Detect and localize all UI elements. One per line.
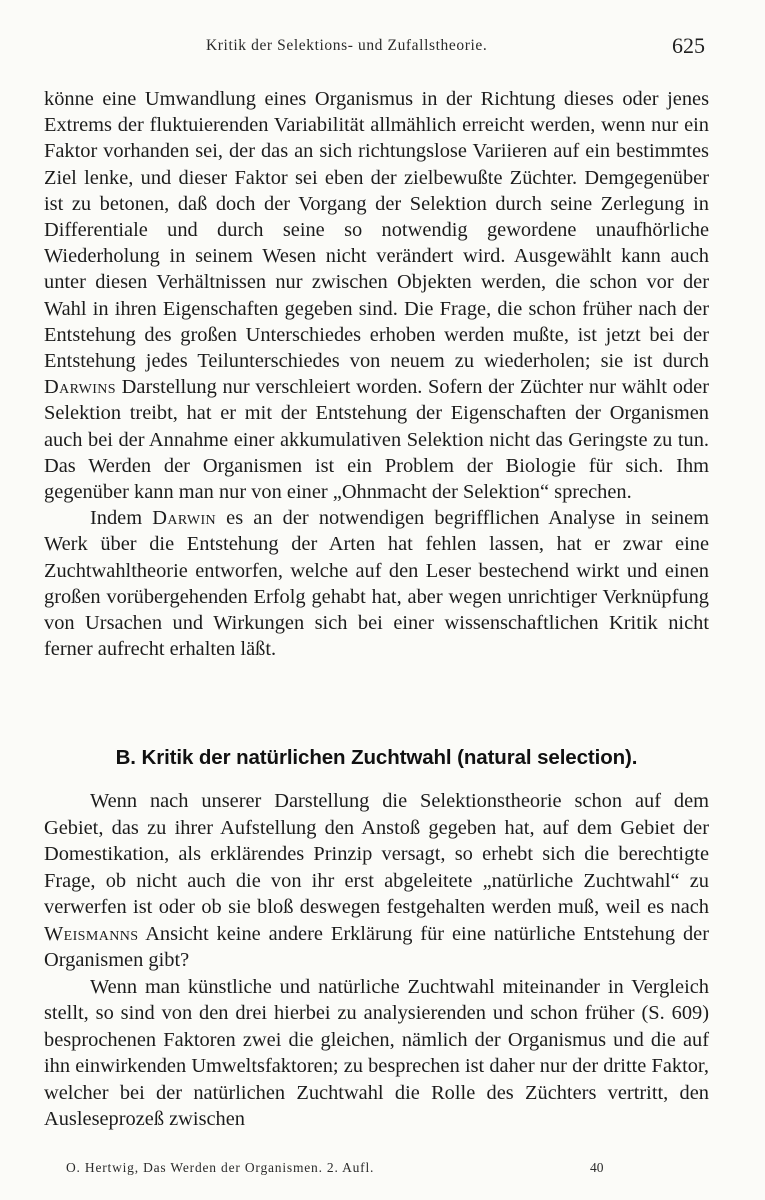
running-head — [0, 33, 765, 63]
text-run: Indem — [90, 507, 153, 530]
paragraph — [44, 788, 709, 974]
text-run: Wenn man künstliche und natürliche Zuchtwahl miteinander in Vergleich stellt, so sind von den drei hierbei zu analysierenden und schon früher (S. 609) besprochenen Faktoren zwei die gleichen, nämlich der Organismus und die auf ihn einwirkenden Umweltsfaktoren; zu besprechen ist daher nur der dritte Faktor, welcher bei der natürlichen Zuchtwahl die Rolle des Züchters vertritt, den Ausleseprozeß zwischen — [44, 975, 709, 1130]
page-footer — [0, 1158, 765, 1182]
small-caps-name: Darwins — [44, 376, 116, 399]
text-run: könne eine Umwandlung eines Organismus in der Richtung dieses oder jenes Extrems der fluktuierenden Variabilität allmählich erreicht werden, wenn nur ein Faktor vorhanden sei, der das an sich richtungslose Variieren auf ein bestimmtes Ziel lenke, und dieser Faktor sei eben der zielbewußte Züchter. Demgegenüber ist zu betonen, daß doch der Vorgang der Selektion durch seine Zerlegung in Differentiale und durch seine so notwendig gewordene unaufhörliche Wiederholung in seinem Wesen nicht verändert wird. Ausgewählt kann auch unter diesen Verhältnissen nur zwischen Objekten werden, die schon vor der Wahl in ihren Eigenschaften gegeben sind. Die Frage, die schon früher nach der Entstehung des großen Unterschiedes erhoben werden mußte, ist jetzt bei der Entstehung jedes Teilunterschiedes von neuem zu wiederholen; sie ist durch — [44, 88, 709, 373]
text-run: Darstellung nur verschleiert worden. Sofern der Züchter nur wählt oder Selektion treibt, hat er mit der Entstehung der Eigenschaften der Organismen auch bei der Annahme einer akkumulativen Selektion nicht das Geringste zu tun. Das Werden der Organismen ist ein Problem der Biologie für sich. Ihm gegenüber kann man nur von einer „Ohnmacht der Selektion“ sprechen. — [44, 376, 709, 504]
small-caps-name: Weismanns — [44, 922, 139, 945]
text-run: Ansicht keine andere Erklärung für eine natürliche Entstehung der Organismen gibt? — [44, 922, 709, 971]
text-run: Wenn nach unserer Darstellung die Selektionstheorie schon auf dem Gebiet, das zu ihrer Aufstellung den Anstoß gegeben hat, auf dem Gebiet der Domestikation, als erklärendes Prinzip versagt, so erhebt sich die berechtigte Frage, ob nicht auch die von ihr erst abgeleitete „natürliche Zuchtwahl“ zu verwerfen ist oder ob sie bloß deswegen festgehalten werden muß, weil es nach — [44, 790, 709, 918]
paragraph — [44, 86, 709, 505]
page-number: 625 — [672, 33, 705, 58]
running-title: Kritik der Selektions- und Zufallstheorie. — [206, 37, 488, 54]
section-body — [44, 788, 709, 1133]
paragraph — [44, 505, 709, 662]
sheet-signature: 40 — [590, 1160, 604, 1175]
section-heading: B. Kritik der natürlichen Zuchtwahl (natural selection). — [115, 746, 638, 769]
body-text-top — [44, 86, 709, 662]
footer-citation: O. Hertwig, Das Werden der Organismen. 2. Aufl. — [66, 1160, 375, 1175]
small-caps-name: Darwin — [152, 507, 217, 530]
text-run: es an der notwendigen begrifflichen Analyse in seinem Werk über die Entstehung der Arten hat fehlen lassen, hat er zwar eine Zuchtwahltheorie entworfen, welche auf den Leser bestechend wirkt und einen großen vorübergehenden Erfolg gehabt hat, aber wegen unrichtiger Verknüpfung von Ursachen und Wirkungen sich bei einer wissenschaftlichen Kritik nicht ferner aufrecht erhalten läßt. — [44, 507, 709, 661]
paragraph — [44, 974, 709, 1133]
